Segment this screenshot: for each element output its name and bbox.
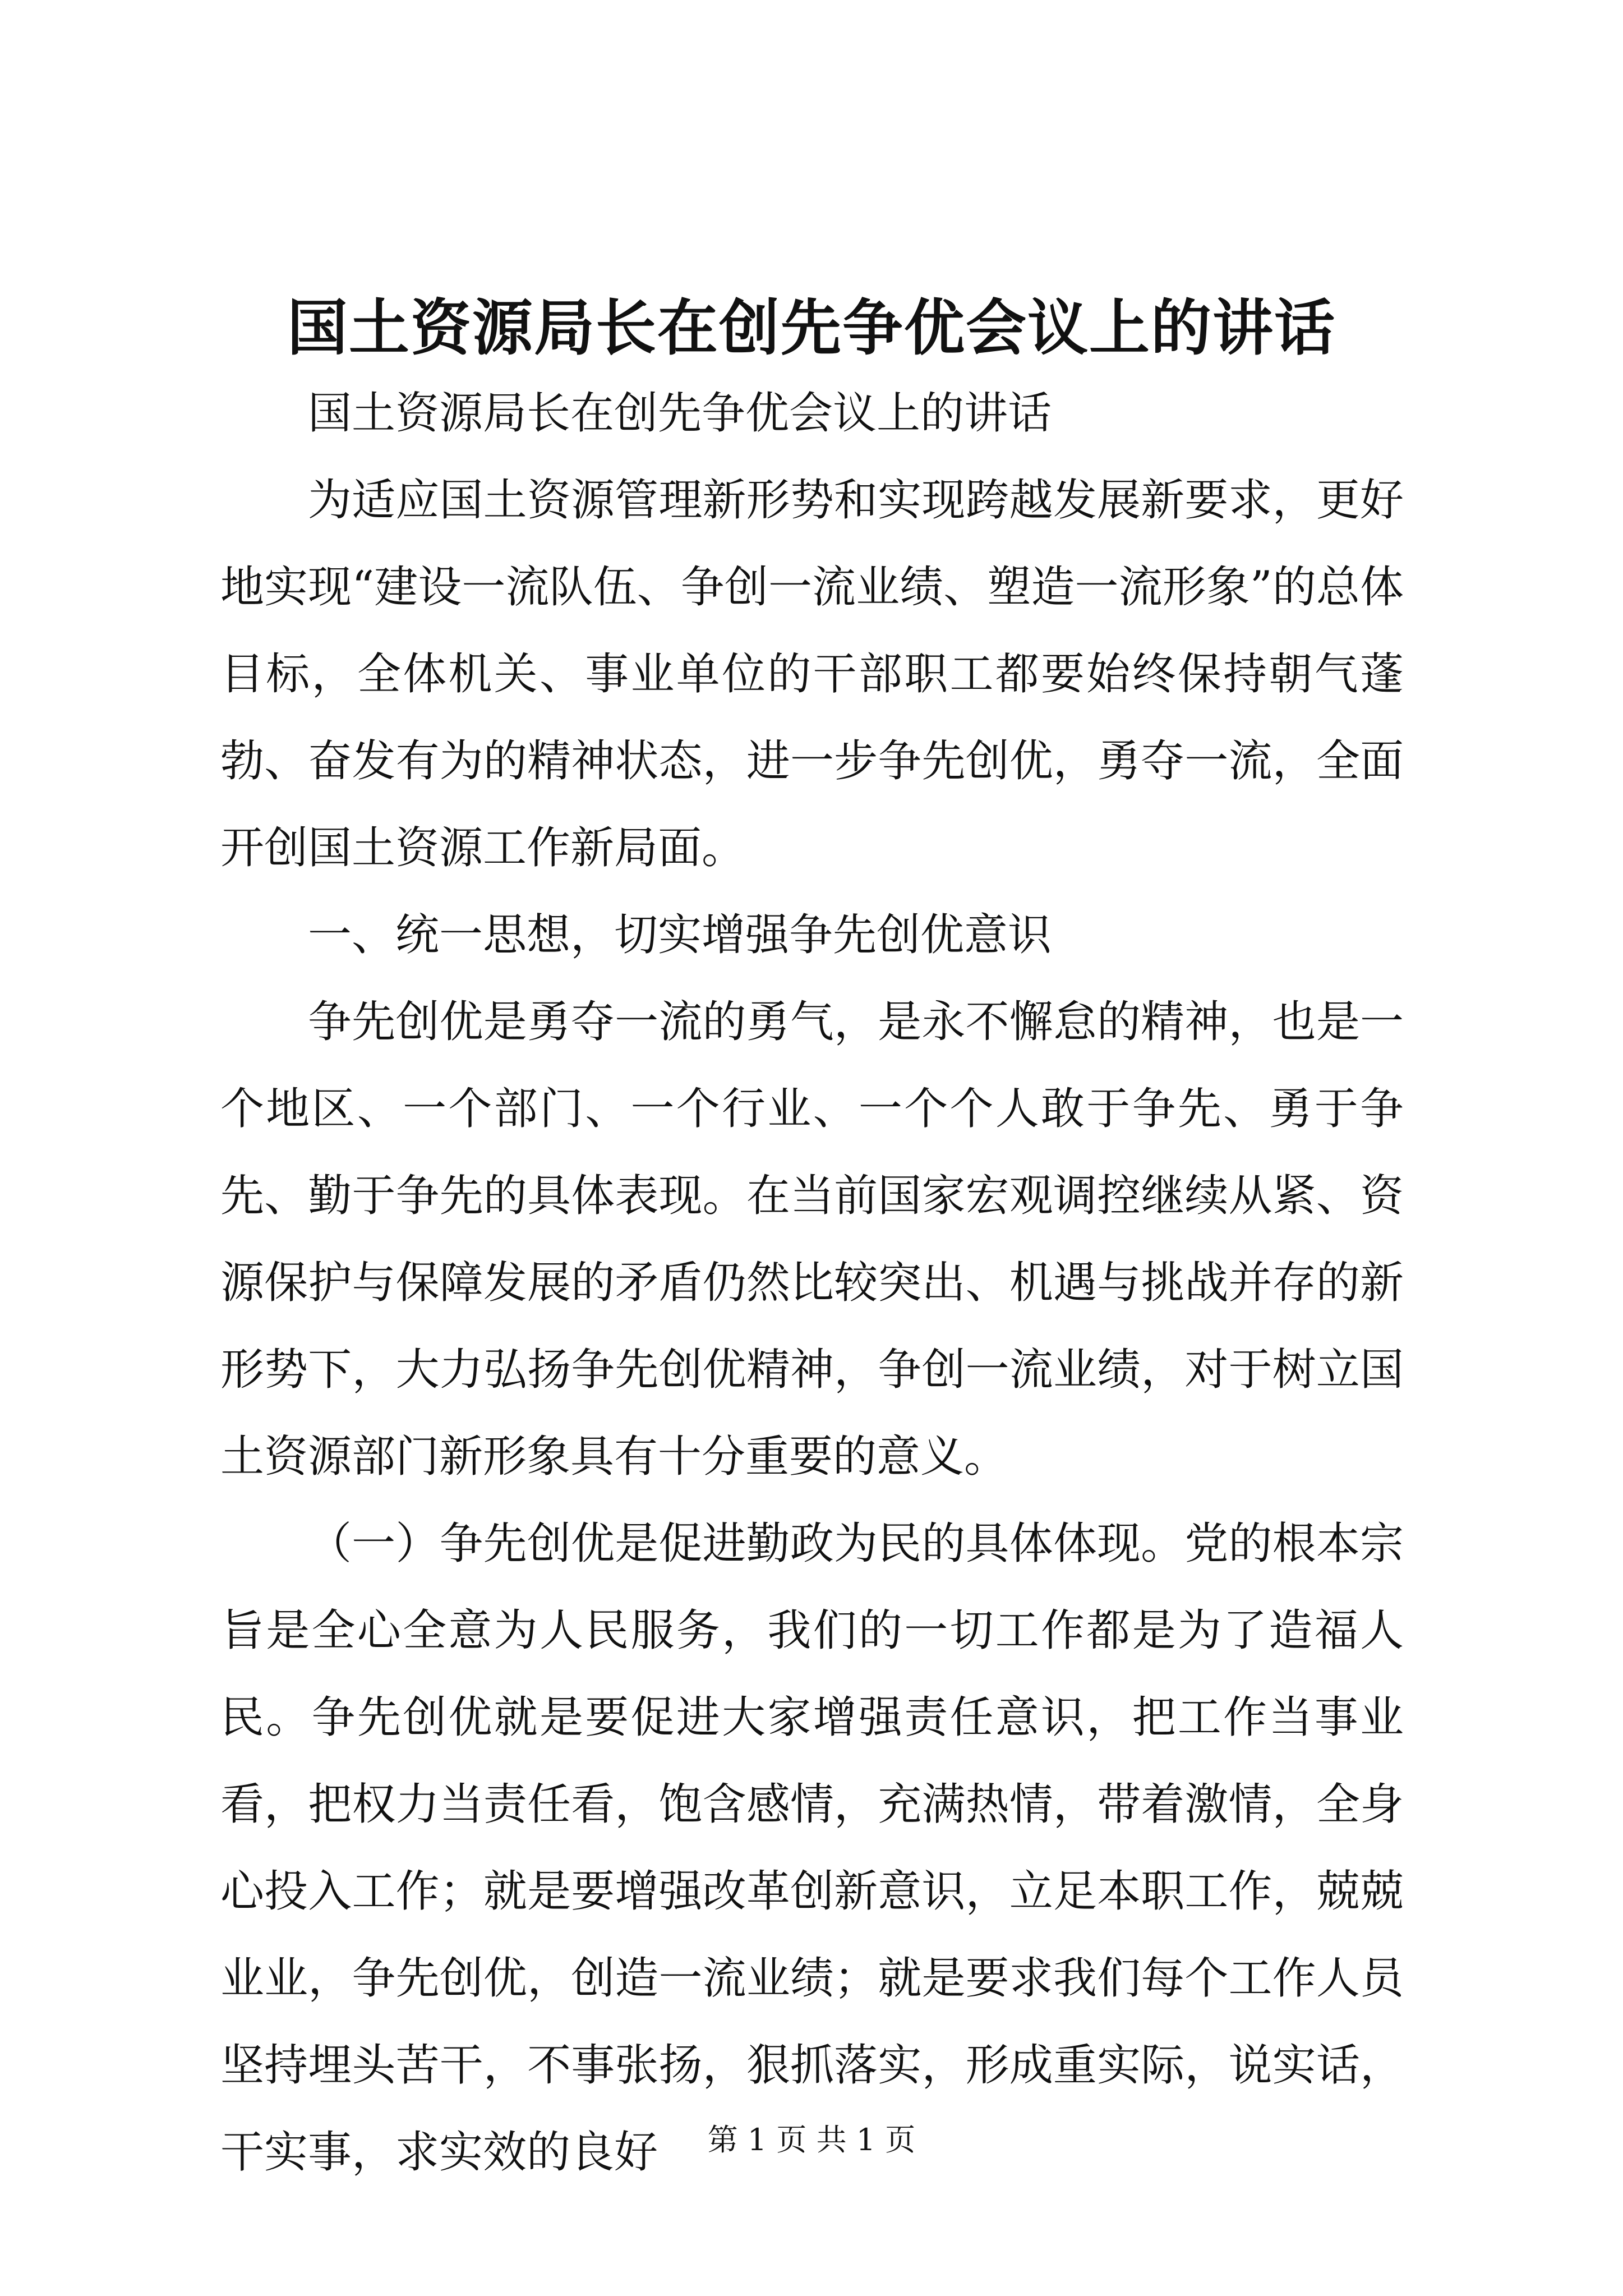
section-heading-1: 一、统一思想，切实增强争先创优意识 — [308, 910, 1052, 960]
paragraph-section-1: 争先创优是勇夺一流的勇气，是永不懈怠的精神，也是一个地区、一个部门、一个行业、一个个人敢于争先、勇于争先、勤于争先的具体表现。在当前国家宏观调控继续从紧、资源保护与保障发展的矛盾仍然比较突出、机遇与挑战并存的新形势下，大力弘扬争先创优精神，争创一流业绩，对于树立国土资源部门新形象具有十分重要的意义。 — [220, 997, 1404, 1482]
document-title: 国土资源局长在创先争优会议上的讲话 — [287, 293, 1336, 364]
page-footer: 第 1 页 共 1 页 — [707, 2122, 916, 2157]
document-body — [220, 370, 1404, 2196]
paragraph-subsection-1: （一）争先创优是促进勤政为民的具体体现。党的根本宗旨是全心全意为人民服务，我们的一切工作都是为了造福人民。争先创优就是要促进大家增强责任意识，把工作当事业看，把权力当责任看，饱含感情，充满热情，带着激情，全身心投入工作；就是要增强改革创新意识，立足本职工作，兢兢业业，争先创优，创造一流业绩；就是要求我们每个工作人员坚持埋头苦干，不事张扬，狠抓落实，形成重实际，说实话，干实事，求实效的良好 — [220, 1519, 1404, 2178]
paragraph-subtitle: 国土资源局长在创先争优会议上的讲话 — [308, 388, 1052, 439]
paragraph-intro: 为适应国土资源管理新形势和实现跨越发展新要求，更好地实现“建设一流队伍、争创一流业绩、塑造一流形象”的总体目标，全体机关、事业单位的干部职工都要始终保持朝气蓬勃、奋发有为的精神状态，进一步争先创优，勇夺一流，全面开创国土资源工作新局面。 — [220, 475, 1404, 873]
